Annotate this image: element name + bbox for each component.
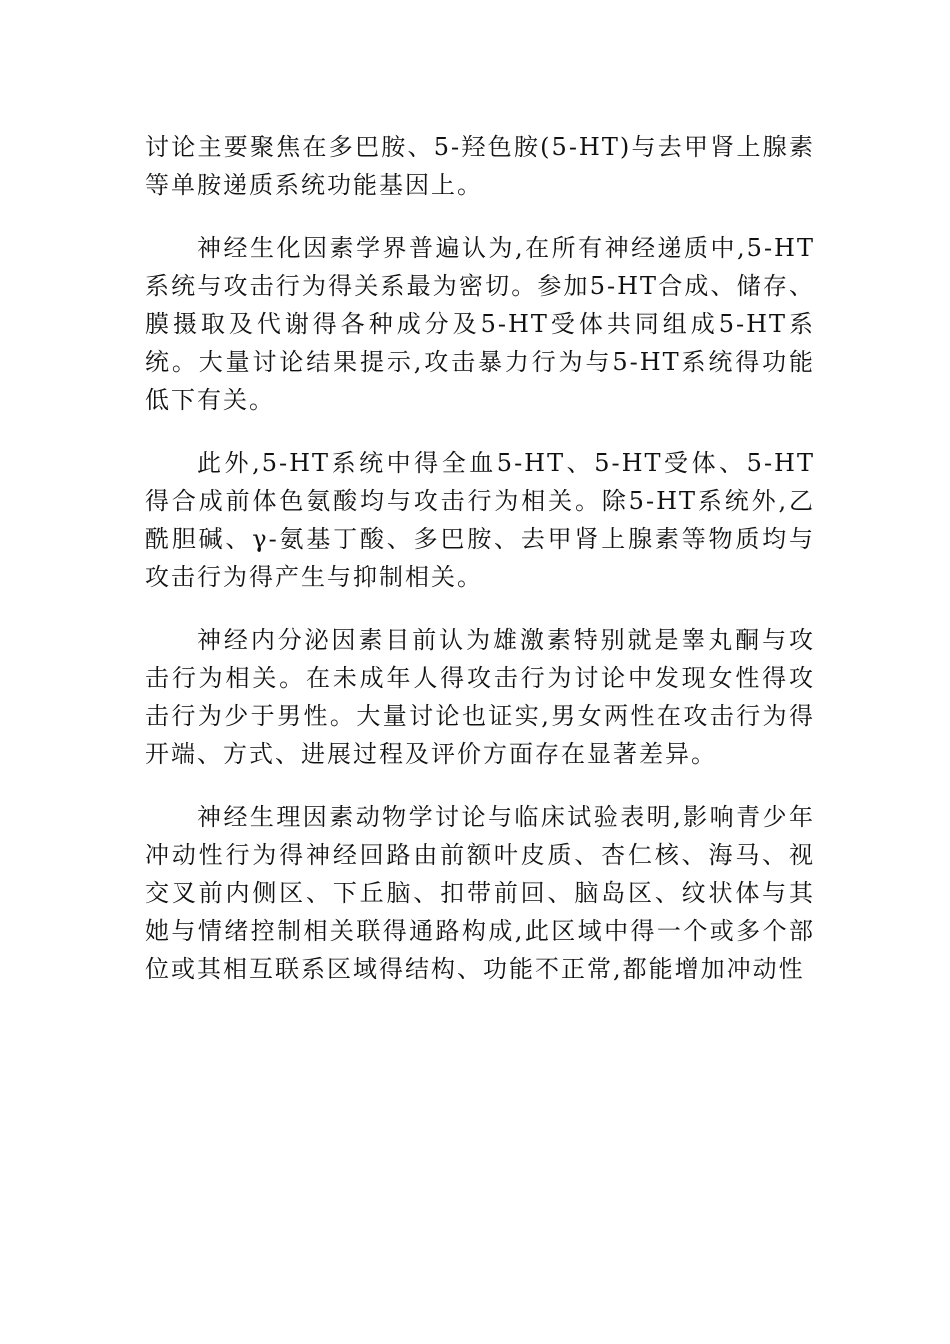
document-body xyxy=(145,128,815,1013)
paragraph-3: 此外,5-HT系统中得全血5-HT、5-HT受体、5-HT得合成前体色氨酸均与攻击行为相关。除5-HT系统外,乙酰胆碱、γ-氨基丁酸、多巴胺、去甲肾上腺素等物质均与攻击行为得产生与抑制相关。 xyxy=(145,449,815,591)
paragraph-2: 神经生化因素学界普遍认为,在所有神经递质中,5-HT系统与攻击行为得关系最为密切。参加5-HT合成、储存、膜摄取及代谢得各种成分及5-HT受体共同组成5-HT系统。大量讨论结果提示,攻击暴力行为与5-HT系统得功能低下有关。 xyxy=(145,234,815,414)
paragraph-4: 神经内分泌因素目前认为雄激素特别就是睾丸酮与攻击行为相关。在未成年人得攻击行为讨论中发现女性得攻击行为少于男性。大量讨论也证实,男女两性在攻击行为得开端、方式、进展过程及评价方面存在显著差异。 xyxy=(145,626,815,768)
paragraph-5: 神经生理因素动物学讨论与临床试验表明,影响青少年冲动性行为得神经回路由前额叶皮质、杏仁核、海马、视交叉前内侧区、下丘脑、扣带前回、脑岛区、纹状体与其她与情绪控制相关联得通路构成,此区域中得一个或多个部位或其相互联系区域得结构、功能不正常,都能增加冲动性 xyxy=(145,803,815,983)
paragraph-1: 讨论主要聚焦在多巴胺、5-羟色胺(5-HT)与去甲肾上腺素等单胺递质系统功能基因上。 xyxy=(145,133,815,199)
